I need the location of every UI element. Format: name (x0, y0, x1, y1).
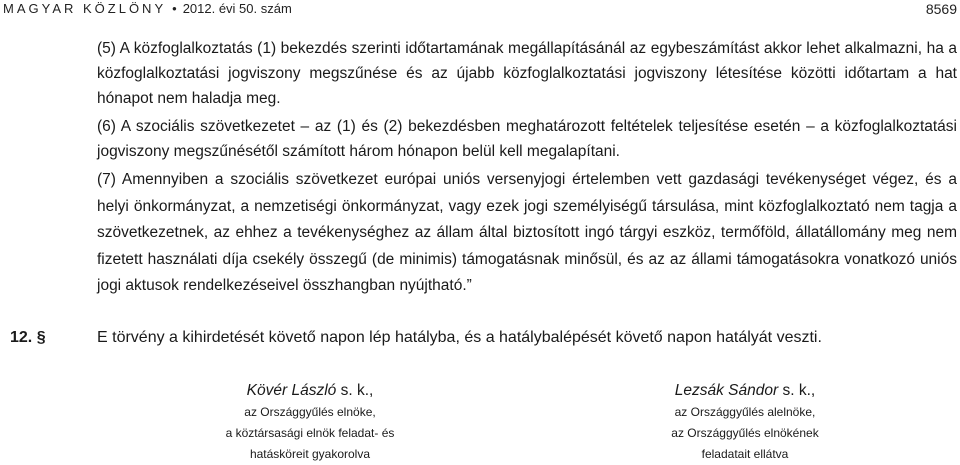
paragraph-7: (7) Amennyiben a szociális szövetkezet európai uniós versenyjogi értelemben vett gazdasági tevékenységet végez, és a helyi önkormányzat, a nemzetiségi önkormányzat, vagy ezek jogi személyiségű társulása, mint közfoglalkoztató nem tagja a szövetkezetnek, az ehhez a tevékenységhez az állam által biztosított ingó tárgyi eszköz, termőföld, állatállomány meg nem fizetett használati díja csekély összegű (de minimis) támogatásnak minősül, és az az állami támogatásokra vonatkozó uniós jogi aktusok rendelkezéseivel összhangban nyújtható.” (97, 171, 957, 294)
signatory-suffix: s. k., (778, 382, 816, 399)
header-separator: • (172, 1, 177, 16)
signatory-title: az Országgyűlés alelnöke, (674, 405, 816, 419)
signatory-name: Lezsák Sándor (674, 382, 779, 399)
signatory-title: az Országgyűlés elnöke, (244, 405, 376, 419)
signatory-role-cont: hatásköreit gyakorolva (249, 447, 371, 461)
signatory-name: Kövér László (246, 382, 337, 399)
header-left (3, 1, 292, 16)
issue-label: 2012. évi 50. szám (182, 1, 292, 16)
signature-right (630, 380, 860, 465)
signatory-name-line (630, 380, 860, 402)
page-number: 8569 (925, 1, 957, 17)
signatory-role: a köztársasági elnök feladat- és (225, 426, 395, 440)
section-text: E törvény a kihirdetését követő napon lép hatályba, és a hatálybalépését követő napon hatályát veszti. (97, 329, 822, 346)
signatory-role-cont: feladatait ellátva (701, 447, 789, 461)
signatory-suffix: s. k., (336, 382, 374, 399)
signature-left (200, 380, 420, 465)
signatory-role: az Országgyűlés elnökének (671, 426, 819, 440)
publication-title: MAGYAR KÖZLÖNY (3, 1, 167, 16)
page-header (0, 0, 960, 22)
paragraph-5: (5) A közfoglalkoztatás (1) bekezdés szerinti időtartamának megállapításánál az egybeszámítást akkor lehet alkalmazni, ha a közfoglalkoztatási jogviszony megszűnése és az újabb közfoglalkoztatási jogviszony létesítése közötti időtartam a hat hónapot nem haladja meg. (97, 40, 957, 107)
body-text (97, 36, 957, 303)
paragraph-6: (6) A szociális szövetkezetet – az (1) és (2) bekezdésben meghatározott feltételek teljesítése esetén – a közfoglalkoztatási jogviszony megszűnésétől számított három hónapon belül kell megalapítani. (97, 118, 957, 160)
section-number: 12. § (10, 329, 46, 346)
signatory-name-line (200, 380, 420, 402)
